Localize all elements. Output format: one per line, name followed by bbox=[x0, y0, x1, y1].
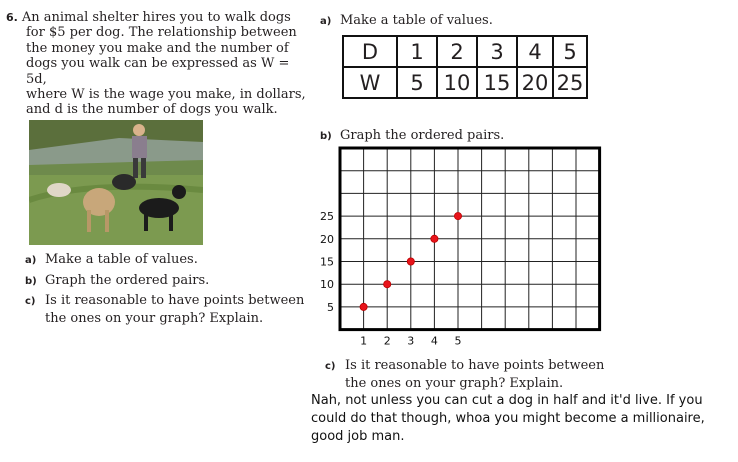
statement-line: the money you make and the number of bbox=[26, 40, 289, 56]
part-label: a) bbox=[25, 255, 37, 266]
x-tick-label: 2 bbox=[383, 334, 391, 348]
part-label: a) bbox=[320, 16, 332, 27]
table-row bbox=[343, 36, 587, 67]
statement-line: dogs you walk can be expressed as W = 5d, bbox=[26, 56, 290, 87]
x-tick-label: 3 bbox=[407, 334, 415, 348]
part-label: b) bbox=[320, 131, 332, 142]
part-text: the ones on your graph? Explain. bbox=[345, 376, 564, 391]
left-part-b bbox=[25, 272, 209, 290]
table-cell: 10 bbox=[437, 67, 477, 98]
part-text: the ones on your graph? Explain. bbox=[45, 311, 264, 326]
part-text: Graph the ordered pairs. bbox=[340, 128, 505, 143]
statement-line: for $5 per dog. The relationship between bbox=[26, 25, 297, 41]
dog-walker-photo bbox=[29, 120, 203, 245]
part-text: Graph the ordered pairs. bbox=[45, 273, 210, 288]
table-cell: 25 bbox=[553, 67, 587, 98]
table-header-w: W bbox=[343, 67, 397, 98]
table-cell: 1 bbox=[397, 36, 437, 67]
table-cell: 20 bbox=[517, 67, 553, 98]
x-tick-label: 1 bbox=[360, 334, 368, 348]
statement-line: An animal shelter hires you to walk dogs bbox=[21, 10, 291, 25]
table-cell: 2 bbox=[437, 36, 477, 67]
answer-line: Nah, not unless you can cut a dog in half and it'd live. If you bbox=[311, 393, 703, 408]
left-part-a bbox=[25, 251, 198, 269]
table-cell: 15 bbox=[477, 67, 517, 98]
part-label: c) bbox=[325, 361, 336, 372]
part-a-heading bbox=[320, 12, 493, 30]
y-tick-label: 20 bbox=[320, 232, 334, 246]
part-text: Make a table of values. bbox=[340, 13, 493, 28]
y-tick-label: 15 bbox=[320, 255, 334, 269]
answer-line: could do that though, whoa you might become a millionaire, bbox=[311, 411, 705, 426]
x-tick-label: 5 bbox=[454, 334, 462, 348]
values-table bbox=[342, 35, 588, 99]
data-point bbox=[431, 235, 438, 242]
data-point bbox=[407, 258, 414, 265]
answer-line: good job man. bbox=[311, 429, 405, 444]
ordered-pairs-graph bbox=[300, 140, 620, 350]
table-cell: 5 bbox=[553, 36, 587, 67]
y-tick-label: 5 bbox=[327, 300, 334, 314]
table-cell: 5 bbox=[397, 67, 437, 98]
part-label: b) bbox=[25, 276, 37, 287]
problem-statement bbox=[6, 10, 306, 118]
table-cell: 3 bbox=[477, 36, 517, 67]
problem-number: 6. bbox=[6, 11, 18, 24]
part-text: Is it reasonable to have points between bbox=[345, 358, 605, 373]
table-header-d: D bbox=[343, 36, 397, 67]
part-text: Is it reasonable to have points between bbox=[45, 293, 305, 308]
data-point bbox=[454, 213, 461, 220]
statement-line: where W is the wage you make, in dollars, bbox=[26, 87, 306, 103]
table-row bbox=[343, 67, 587, 98]
answer-text bbox=[311, 392, 731, 446]
table-cell: 4 bbox=[517, 36, 553, 67]
part-text: Make a table of values. bbox=[45, 252, 198, 267]
part-label: c) bbox=[25, 296, 36, 307]
x-tick-label: 4 bbox=[430, 334, 438, 348]
y-tick-label: 25 bbox=[320, 210, 334, 224]
statement-line: and d is the number of dogs you walk. bbox=[26, 102, 278, 118]
data-point bbox=[384, 281, 391, 288]
data-point bbox=[360, 303, 367, 310]
part-c-heading bbox=[325, 357, 604, 392]
left-part-c bbox=[25, 292, 304, 327]
y-tick-label: 10 bbox=[320, 278, 334, 292]
